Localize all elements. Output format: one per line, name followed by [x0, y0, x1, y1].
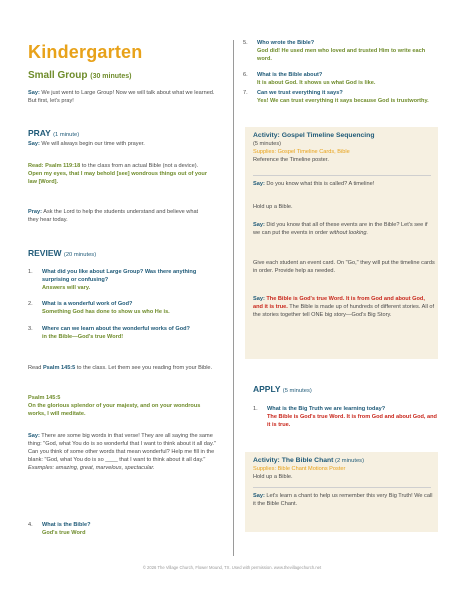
answer: in the Bible—God's true Word!	[42, 333, 124, 340]
reference-text: Reference the Timeline poster.	[253, 156, 329, 163]
answer: The Bible is God's true Word. It is from God and about God, and it is true.	[267, 413, 437, 428]
pray-verse: Open my eyes, that I may behold [see] wondrous things out of your law [Word].	[28, 170, 208, 185]
divider	[253, 487, 431, 488]
question: What is a wonderful work of God?	[42, 301, 133, 307]
hold-text: Hold up a Bible.	[253, 473, 293, 480]
apply-item-1	[253, 406, 438, 430]
say-text: Let's learn a chant to help us remember this very Big Truth! We call it the Bible Chant.	[253, 493, 433, 507]
question: What is the Bible?	[42, 522, 91, 528]
read-reference: Psalm 119:18	[45, 163, 81, 169]
item-number: 2.	[28, 301, 33, 307]
question: Where can we learn about the wonderful works of God?	[42, 326, 190, 332]
item-number: 4.	[28, 522, 33, 528]
verse-text: On the glorious splendor of your majesty, and on your wondrous works, I will meditate.	[28, 402, 201, 417]
review-title: REVIEW	[28, 248, 62, 258]
answer: Yes! We can trust everything it says because God is trustworthy.	[257, 97, 429, 104]
read-text: to the class. Let them see you reading from your Bible.	[76, 365, 213, 371]
question: Who wrote the Bible?	[257, 40, 315, 46]
say-label: Say:	[253, 181, 265, 187]
say-emphasis: without looking.	[329, 229, 369, 236]
pray-say	[28, 141, 220, 149]
read-text: to the class from an actual Bible (not a device).	[81, 163, 199, 169]
answer: God did! He used men who loved and trusted Him to write each word.	[257, 47, 426, 62]
say-text: There are some big words in that verse! They are all saying the same thing: "God, what You do is so wonderful that I want to think about it all day." Can you think of some other words that mean wonderful? Help me fill in the blank: "God, what You do is so ____ that I want to think about it all day."	[28, 433, 216, 463]
say-text: Do you know what this is called? A timeline!	[266, 181, 375, 187]
review-item-7	[243, 90, 438, 106]
item-number: 1.	[28, 269, 33, 275]
examples-text: Examples: amazing, great, marvelous, spectacular.	[28, 464, 155, 471]
item-number: 5.	[243, 40, 248, 46]
review-item-3	[28, 326, 220, 342]
question: What did you like about Large Group? Was there anything surprising or confusing?	[42, 269, 197, 283]
small-group-minutes: (30 minutes)	[90, 73, 132, 80]
pray-label: Pray:	[28, 209, 42, 215]
say-text: We just went to Large Group! Now we will talk about what we learned. But first, let's pray!	[28, 90, 215, 104]
review-item-2	[28, 301, 220, 317]
say-label: Say:	[253, 493, 265, 499]
pray-instruction	[28, 209, 208, 225]
read-label: Read	[28, 365, 42, 371]
small-group-heading	[28, 69, 131, 83]
item-number: 6.	[243, 72, 248, 78]
item-number: 1.	[253, 406, 258, 412]
column-divider	[233, 40, 234, 556]
answer: Answers will vary.	[42, 284, 91, 291]
activity1-give: Give each student an event card. On "Go," they will put the timeline cards in order. Provide help as needed.	[253, 260, 435, 274]
say-label: Say:	[28, 433, 40, 439]
small-group-title: Small Group	[28, 70, 88, 81]
activity1-hold: Hold up a Bible.	[253, 204, 293, 210]
pray-text: Ask the Lord to help the students understand and believe what they hear today.	[28, 209, 199, 223]
review-heading	[28, 247, 96, 259]
answer: It is about God. It shows us what God is like.	[257, 79, 376, 86]
question: What is the Bible about?	[257, 72, 323, 78]
footer-copyright: © 2026 The Village Church, Flower Mound, TX. Used with permission. www.thevillagechurch.net	[142, 565, 322, 570]
apply-heading	[253, 383, 312, 395]
question: Can we trust everything it says?	[257, 90, 343, 96]
divider	[253, 175, 431, 176]
read-reference: Psalm 145:5	[42, 365, 76, 371]
review-read	[28, 365, 220, 373]
apply-minutes: (5 minutes)	[282, 388, 312, 394]
activity1-meta	[253, 141, 433, 165]
pray-minutes: (1 minute)	[53, 132, 80, 138]
verse-reference: Psalm 145:5	[28, 395, 61, 401]
pray-heading	[28, 127, 79, 139]
say-label: Say:	[28, 90, 40, 96]
say-label: Say:	[253, 296, 265, 302]
say-label: Say:	[28, 141, 40, 147]
answer: God's true Word	[42, 529, 86, 536]
activity-minutes: (2 minutes)	[335, 458, 365, 464]
activity1-heading	[253, 131, 433, 141]
pray-title: PRAY	[28, 128, 51, 138]
activity-title: Activity: The Bible Chant	[253, 457, 334, 464]
big-truth-text: The Bible is God's true Word. It is from God and about God, and it is true.	[253, 296, 425, 310]
say-text: We will always begin our time with prayer.	[41, 141, 145, 147]
answer: Something God has done to show us who He is.	[42, 308, 170, 315]
item-number: 3.	[28, 326, 33, 332]
activity-minutes: (5 minutes)	[253, 141, 281, 147]
review-say	[28, 433, 220, 473]
activity-title: Activity: Gospel Timeline Sequencing	[253, 132, 375, 139]
review-item-6	[243, 72, 438, 88]
page-title: Kindergarten	[28, 42, 143, 62]
say-label: Say:	[253, 222, 265, 228]
item-number: 7.	[243, 90, 248, 96]
activity1-say1	[253, 181, 433, 189]
apply-title: APPLY	[253, 384, 281, 394]
say-text: The Bible is made up of hundreds of different stories. All of the stories together tell ONE big story—God's Big Story.	[253, 303, 435, 318]
small-group-say	[28, 90, 220, 106]
review-item-5	[243, 40, 438, 64]
activity2-heading	[253, 456, 433, 482]
activity1-say3	[253, 296, 435, 320]
question: What is the Big Truth we are learning today?	[267, 406, 386, 412]
review-minutes: (20 minutes)	[63, 252, 97, 258]
review-item-1	[28, 269, 220, 293]
supplies-text: Supplies: Gospel Timeline Cards, Bible	[253, 148, 350, 155]
review-item-4	[28, 522, 220, 538]
pray-read	[28, 163, 208, 187]
supplies-text: Supplies: Bible Chant Motions Poster	[253, 465, 346, 472]
say-text: Did you know that all of these events are in the Bible? Let's see if we can put the events in order	[253, 222, 428, 236]
review-verse	[28, 395, 218, 419]
read-label: Read:	[28, 163, 44, 169]
activity1-say2	[253, 222, 433, 238]
activity2-say	[253, 493, 435, 509]
